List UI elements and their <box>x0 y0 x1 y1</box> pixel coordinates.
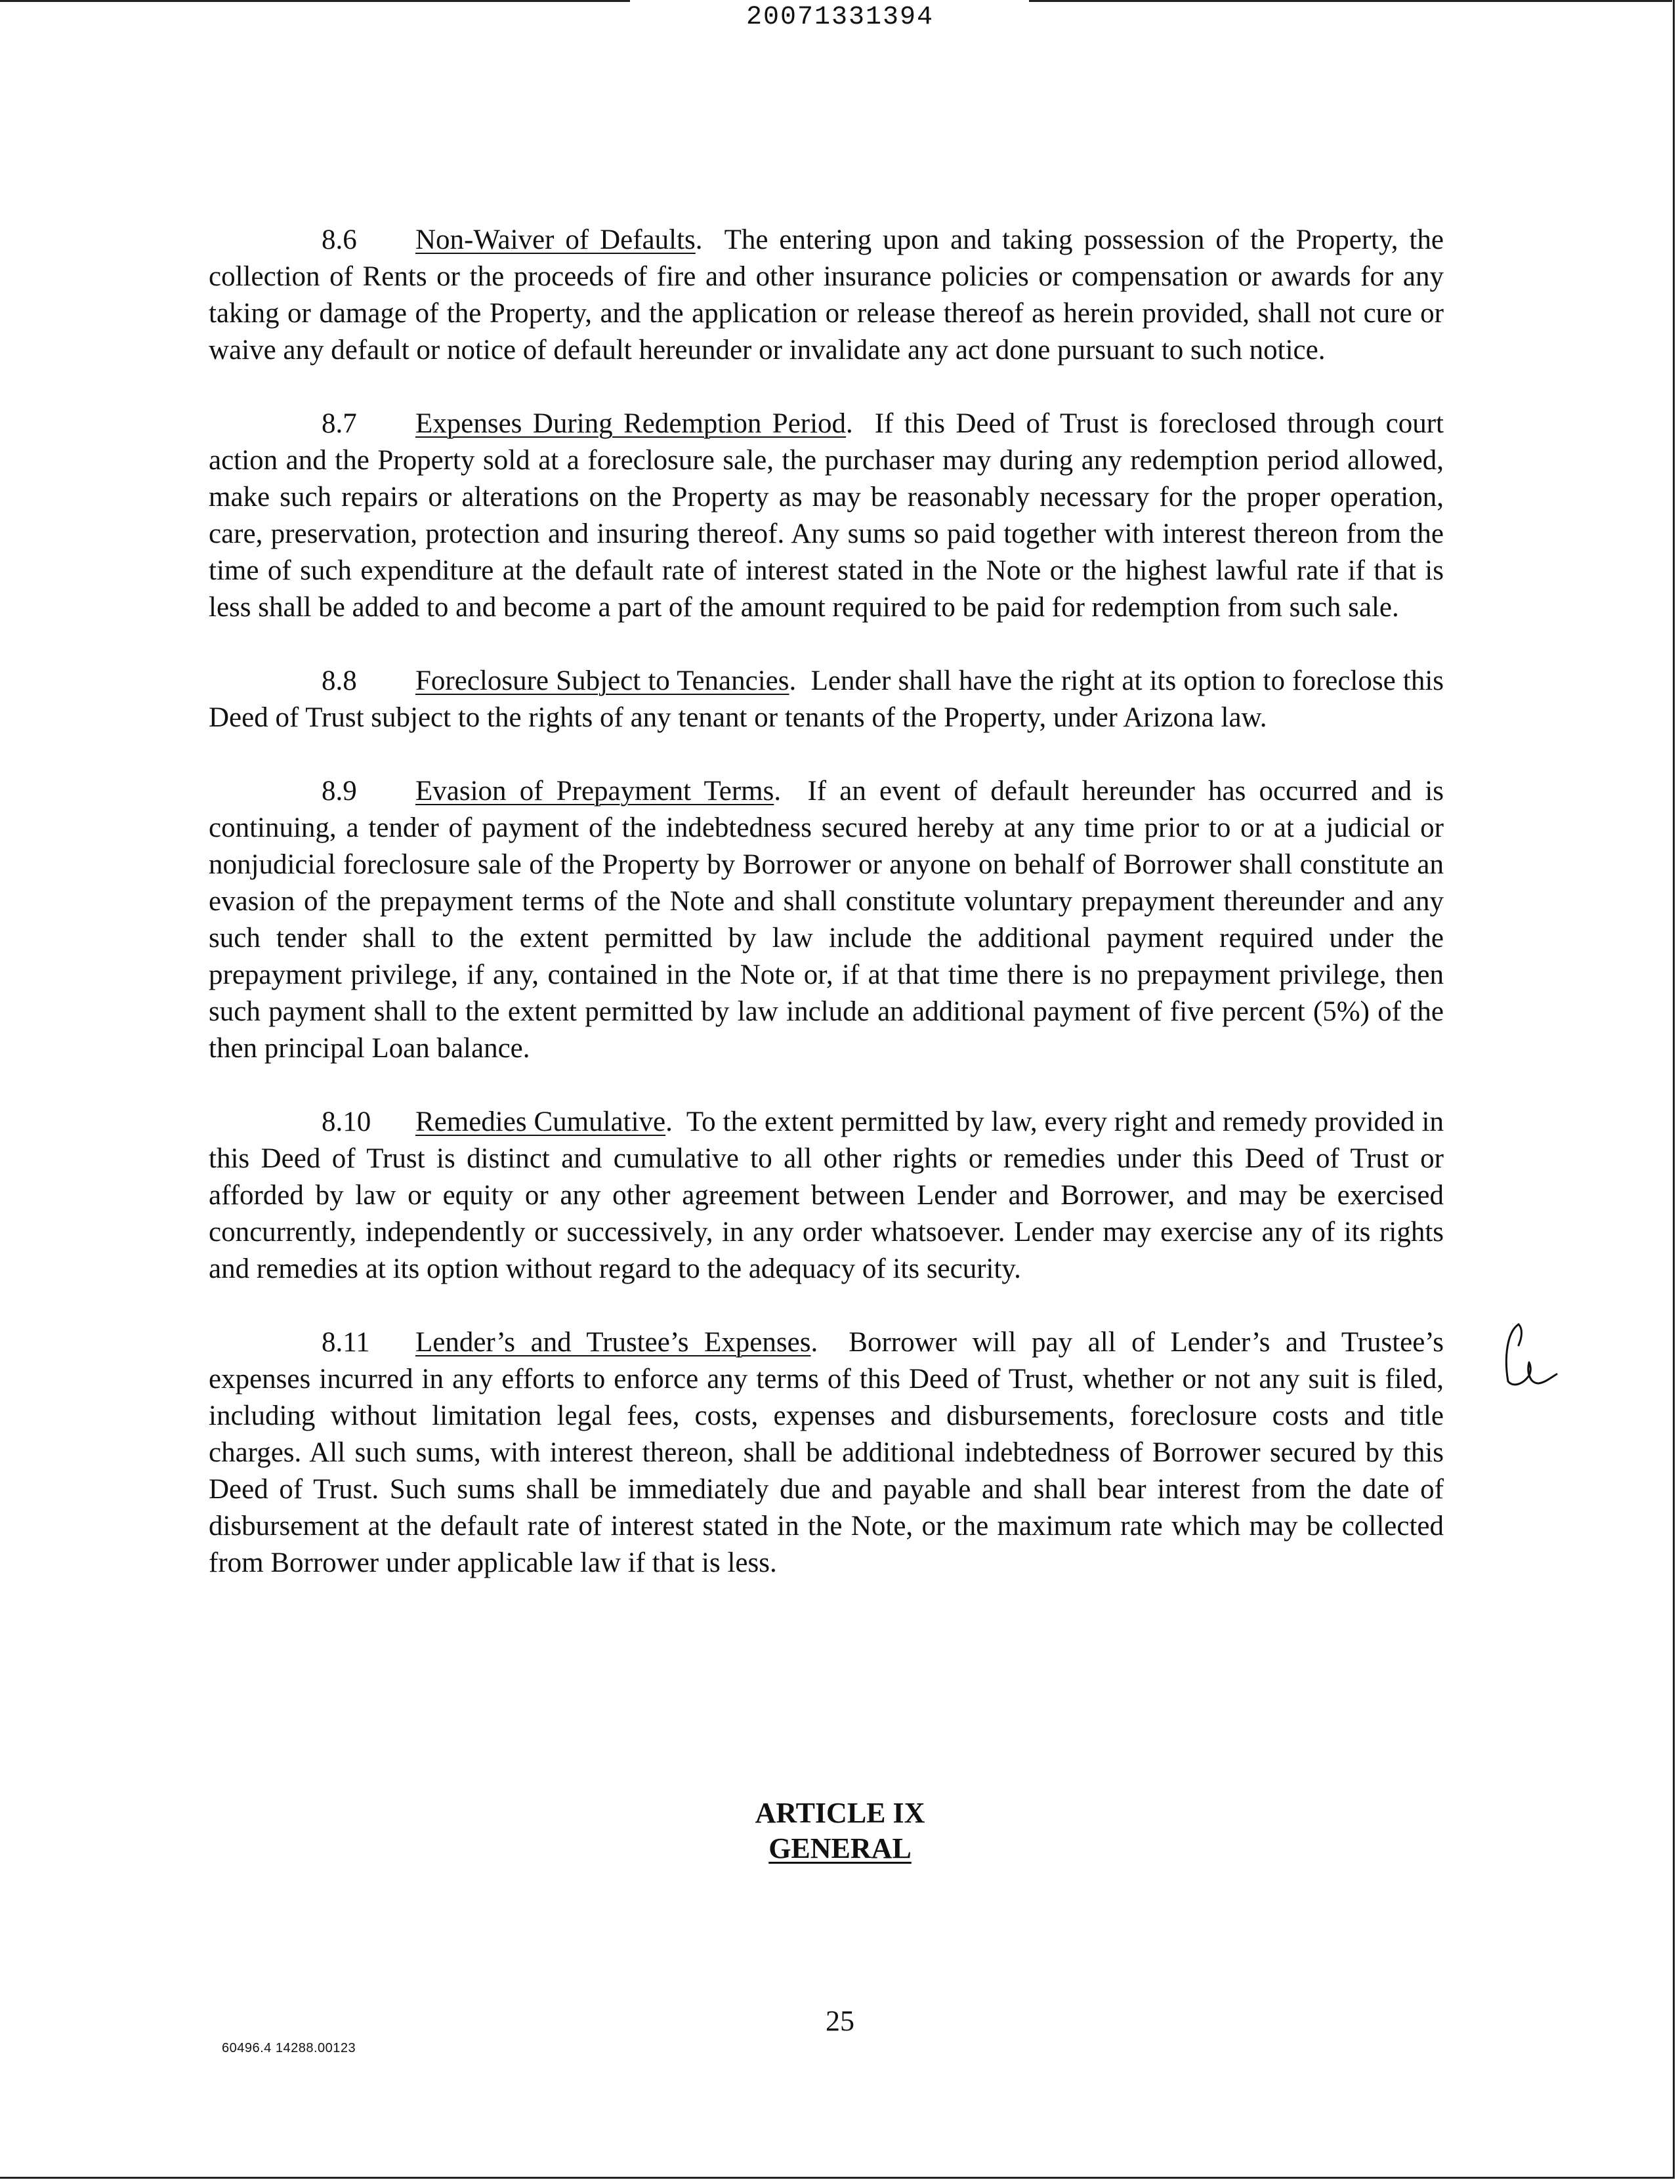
section-body: If an event of default hereunder has occurred and is continuing, a tender of payment of the indebtedness secured hereby at any time prior to or at a judicial or nonjudicial foreclosure sale of the Property by Borrower or anyone on behalf of Borrower shall constitute an evasion of the prepayment terms of the Note and shall constitute voluntary prepayment thereunder and any such tender shall to the extent permitted by law include the additional payment required under the prepayment privilege, if any, contained in the Note or, if at that time there is no prepayment privilege, then such payment shall to the extent permitted by law include an additional payment of five percent (5%) of the then principal Loan balance. <box>209 776 1444 1064</box>
section-title: Evasion of Prepayment Terms <box>415 776 774 807</box>
section-title: Foreclosure Subject to Tenancies <box>415 665 789 696</box>
section-body: The entering upon and taking possession of the Property, the collection of Rents or the proceeds of fire and other insurance policies or compensation or awards for any taking or damage of the Property, and the application or release thereof as herein provided, shall not cure or waive any default or notice of default hereunder or invalidate any act done pursuant to such notice. <box>209 224 1444 366</box>
section-number: 8.8 <box>322 665 357 696</box>
section-number: 8.9 <box>322 776 357 807</box>
page-number: 25 <box>826 2005 854 2037</box>
section-title: Remedies Cumulative <box>415 1106 666 1137</box>
section-8-6: 8.6 Non-Waiver of Defaults. The entering upon and taking possession of the Property, the collection of Rents or the proceeds of fire and other insurance policies or compensation or awards for any taking or damage of the Property, and the application or release thereof as herein provided, shall not cure or waive any default or notice of default hereunder or invalidate any act done pursuant to such notice. <box>209 222 1444 369</box>
document-body <box>209 222 1444 1618</box>
section-number: 8.7 <box>322 408 357 439</box>
section-body: If this Deed of Trust is foreclosed through court action and the Property sold at a foreclosure sale, the purchaser may during any redemption period allowed, make such repairs or alterations on the Property as may be reasonably necessary for the proper operation, care, preservation, protection and insuring thereof. Any sums so paid together with interest thereon from the time of such expenditure at the default rate of interest stated in the Note or the highest lawful rate if that is less shall be added to and become a part of the amount required to be paid for redemption from such sale. <box>209 408 1444 623</box>
section-8-9: 8.9 Evasion of Prepayment Terms. If an event of default hereunder has occurred and is continuing, a tender of payment of the indebtedness secured hereby at any time prior to or at a judicial or nonjudicial foreclosure sale of the Property by Borrower or anyone on behalf of Borrower shall constitute an evasion of the prepayment terms of the Note and shall constitute voluntary prepayment thereunder and any such tender shall to the extent permitted by law include the additional payment required under the prepayment privilege, if any, contained in the Note or, if at that time there is no prepayment privilege, then such payment shall to the extent permitted by law include an additional payment of five percent (5%) of the then principal Loan balance. <box>209 773 1444 1067</box>
section-body: Lender shall have the right at its option to foreclose this Deed of Trust subject to the rights of any tenant or tenants of the Property, under Arizona law. <box>209 665 1444 733</box>
document-code: 60496.4 14288.00123 <box>222 2041 356 2055</box>
article-heading: ARTICLE IX <box>755 1797 925 1829</box>
section-8-7: 8.7 Expenses During Redemption Period. If this Deed of Trust is foreclosed through court action and the Property sold at a foreclosure sale, the purchaser may during any redemption period allowed, make such repairs or alterations on the Property as may be reasonably necessary for the proper operation, care, preservation, protection and insuring thereof. Any sums so paid together with interest thereon from the time of such expenditure at the default rate of interest stated in the Note or the highest lawful rate if that is less shall be added to and become a part of the amount required to be paid for redemption from such sale. <box>209 406 1444 626</box>
section-title: Expenses During Redemption Period <box>415 408 847 439</box>
section-number: 8.11 <box>322 1327 370 1358</box>
section-number: 8.10 <box>322 1106 371 1137</box>
section-title: Non-Waiver of Defaults <box>415 224 696 255</box>
section-8-8: 8.8 Foreclosure Subject to Tenancies. Lender shall have the right at its option to foreclose this Deed of Trust subject to the rights of any tenant or tenants of the Property, under Arizona law. <box>209 663 1444 736</box>
section-body: Borrower will pay all of Lender’s and Trustee’s expenses incurred in any efforts to enforce any terms of this Deed of Trust, whether or not any suit is filed, including without limitation legal fees, costs, expenses and disbursements, foreclosure costs and title charges. All such sums, with interest thereon, shall be additional indebtedness of Borrower secured by this Deed of Trust. Such sums shall be immediately due and payable and shall bear interest from the date of disbursement at the default rate of interest stated in the Note, or the maximum rate which may be collected from Borrower under applicable law if that is less. <box>209 1327 1444 1578</box>
section-8-11: 8.11 Lender’s and Trustee’s Expenses. Borrower will pay all of Lender’s and Trustee’s expenses incurred in any efforts to enforce any terms of this Deed of Trust, whether or not any suit is filed, including without limitation legal fees, costs, expenses and disbursements, foreclosure costs and title charges. All such sums, with interest thereon, shall be additional indebtedness of Borrower secured by this Deed of Trust. Such sums shall be immediately due and payable and shall bear interest from the date of disbursement at the default rate of interest stated in the Note, or the maximum rate which may be collected from Borrower under applicable law if that is less. <box>209 1324 1444 1582</box>
scan-border-top-right <box>1029 0 1672 2</box>
article-heading-block <box>0 1796 1680 1866</box>
handwritten-initials <box>1500 1319 1559 1391</box>
section-number: 8.6 <box>322 224 357 255</box>
section-title: Lender’s and Trustee’s Expenses <box>415 1327 811 1358</box>
recording-number: 20071331394 <box>746 3 934 32</box>
section-8-10: 8.10 Remedies Cumulative. To the extent permitted by law, every right and remedy provided in this Deed of Trust is distinct and cumulative to all other rights or remedies under this Deed of Trust or afforded by law or equity or any other agreement between Lender and Borrower, and may be exercised concurrently, independently or successively, in any order whatsoever. Lender may exercise any of its rights and remedies at its option without regard to the adequacy of its security. <box>209 1104 1444 1288</box>
scan-border-bottom <box>0 2177 1675 2179</box>
scan-border-top-left <box>0 0 630 2</box>
section-body: To the extent permitted by law, every right and remedy provided in this Deed of Trust is distinct and cumulative to all other rights or remedies under this Deed of Trust or afforded by law or equity or any other agreement between Lender and Borrower, and may be exercised concurrently, independently or successively, in any order whatsoever. Lender may exercise any of its rights and remedies at its option without regard to the adequacy of its security. <box>209 1106 1444 1284</box>
article-subheading: GENERAL <box>768 1832 912 1864</box>
